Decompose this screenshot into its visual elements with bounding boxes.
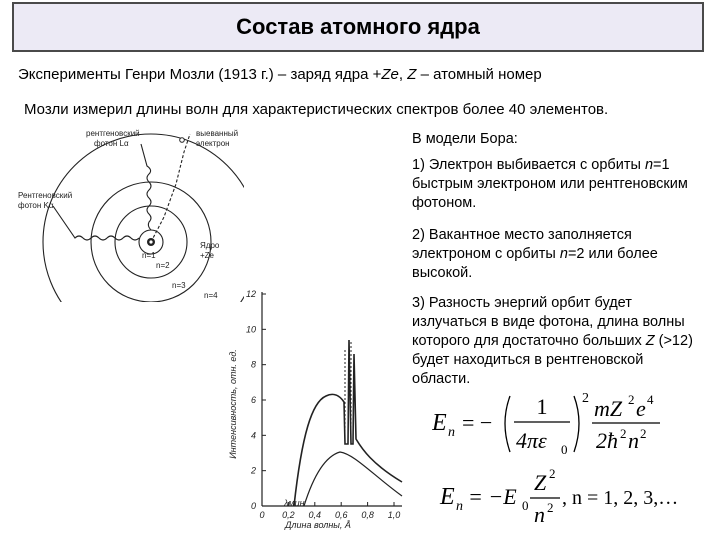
f1-rnum-pow1: 2 [628, 392, 635, 407]
intro-z: Z [407, 66, 417, 83]
bohr-item-1-b: =1 быстрым электроном или рентгеновским фотоном. [412, 157, 688, 211]
bohr-item-2-a: 2) Вакантное место заполняется электроном с орбиты [412, 227, 632, 262]
title-banner [12, 2, 704, 52]
f2-tail: , n = 1, 2, 3,… [562, 487, 679, 509]
photon-l-wave [141, 144, 151, 230]
f1-lhs-sub: n [448, 425, 455, 440]
energy-formula-bohr [432, 382, 702, 464]
f2-eq: = −E [468, 484, 517, 509]
f1-left-paren [505, 396, 510, 452]
bohr-item-3-a: 3) Разность энергий орбит будет излучаться в виде фотона, длина волны которого для достаточно больших [412, 295, 685, 349]
measurement-line: Мозли измерил длины волн для характеристических спектров более 40 элементов. [24, 101, 609, 118]
f1-rnum-e: e [636, 396, 646, 421]
f1-rden-pow2: 2 [640, 426, 647, 441]
energy-formula-simple [432, 466, 702, 532]
nucleus-center [149, 240, 152, 243]
f2-lhs: E [440, 484, 455, 510]
f1-den-sub: 0 [561, 442, 568, 457]
spectrum-curve-low [304, 452, 402, 506]
x-tick-label: 0,8 [361, 510, 374, 520]
spectrum-curve-high [294, 340, 402, 506]
orbit-label-n2: n=2 [156, 261, 170, 270]
y-tick-label: 12 [245, 289, 256, 299]
intensity-graph [222, 284, 408, 534]
bohr-heading [412, 130, 712, 149]
label-photon-k-line1: Рентгеновский [18, 191, 73, 200]
f1-eq: = − [462, 410, 493, 435]
intro-prefix: Эксперименты Генри Мозли (1913 г.) – заряд ядра + [18, 66, 382, 83]
f2-lhs-sub: n [456, 499, 463, 514]
label-photon-k-line2: фотон Kα [18, 201, 54, 210]
bohr-item-3 [412, 294, 702, 389]
ejected-electron-path [151, 134, 190, 242]
f1-rnum: mZ [594, 396, 623, 421]
label-photon-l-line1: рентгеновский [86, 129, 140, 138]
f1-rden-n: n [628, 428, 639, 453]
f1-outer-pow: 2 [582, 391, 589, 406]
x-tick-label: 0 [259, 510, 265, 520]
graph-ylabel: Интенсивность, отн. ед. [228, 349, 238, 459]
label-photon-l-line2: фотон Lα [94, 139, 129, 148]
intro-mid: , [398, 66, 408, 83]
y-tick-label: 2 [250, 465, 256, 476]
bohr-item-2-b: =2 или более высокой. [412, 246, 658, 281]
bohr-heading-text: В модели Бора: [412, 131, 518, 147]
lambda-min-label: λмин [284, 498, 305, 508]
f1-rden: 2ħ [596, 428, 618, 453]
f2-den-pow: 2 [547, 500, 554, 515]
label-electron-line2: электрон [196, 139, 230, 148]
f1-den: 4πε [516, 428, 547, 453]
orbit-label-n4: n=4 [204, 291, 218, 300]
y-tick-label: 6 [250, 395, 256, 405]
photon-k-wave [53, 206, 139, 240]
bohr-item-2 [412, 226, 702, 283]
bohr-item-1 [412, 156, 702, 213]
x-tick-label: 1,0 [387, 510, 401, 520]
f1-rnum-pow2: 4 [647, 392, 654, 407]
x-tick-label: 0,6 [334, 510, 348, 520]
f2-den: n [534, 502, 545, 527]
y-tick-label: 4 [250, 430, 256, 441]
atom-orbit-diagram [14, 122, 244, 302]
f2-num: Z [534, 470, 547, 495]
y-tick-label: 10 [245, 324, 256, 335]
bohr-item-3-z: Z [645, 333, 655, 349]
x-tick-label: 0,2 [282, 510, 295, 520]
orbit-label-n1: n=1 [142, 251, 156, 260]
graph-xlabel: Длина волны, Å [285, 520, 351, 530]
f2-num-pow: 2 [549, 466, 556, 481]
label-electron-line1: выеванный [196, 129, 239, 138]
ejected-electron [180, 138, 185, 143]
f1-num: 1 [536, 394, 548, 419]
bohr-item-1-n: n [644, 157, 654, 173]
label-nucleus-line1: Ядро [200, 241, 220, 250]
intro-line [18, 66, 542, 83]
intro-charge: Ze [381, 66, 399, 83]
intro-suffix: – атомный номер [416, 66, 542, 83]
orbit-label-n3: n=3 [172, 281, 186, 290]
bohr-item-3-b: (>12) будет находиться в рентгеновской области. [412, 333, 693, 387]
x-tick-label: 0,4 [308, 510, 322, 520]
y-tick-label: 8 [250, 359, 256, 370]
bohr-item-2-n: n [559, 246, 568, 262]
y-tick-label: 0 [250, 501, 256, 511]
f1-lhs: E [432, 410, 447, 436]
f1-right-paren [574, 396, 579, 452]
page-title: Состав атомного ядра [236, 14, 480, 39]
bohr-item-1-a: 1) Электрон выбивается с орбиты [412, 157, 645, 173]
label-nucleus-line2: +Ze [200, 251, 215, 260]
f2-eq-sub: 0 [522, 498, 529, 513]
f1-rden-pow1: 2 [620, 426, 627, 441]
